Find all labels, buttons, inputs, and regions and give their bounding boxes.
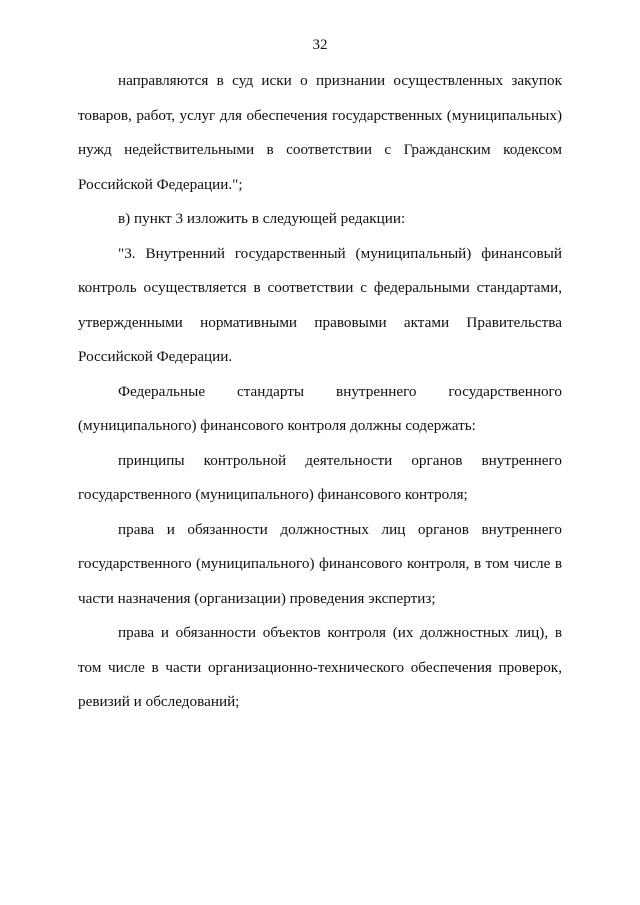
paragraph-5: принципы контрольной деятельности органов внутреннего государственного (муниципального) финансового контроля; (78, 451, 562, 503)
paragraph-4: Федеральные стандарты внутреннего государственного (муниципального) финансового контроля должны содержать: (78, 382, 562, 434)
paragraph-3: "3. Внутренний государственный (муниципальный) финансовый контроль осуществляется в соответствии с федеральными стандартами, утвержденными нормативными правовыми актами Правительства Российской Федерации. (78, 244, 562, 365)
page-number: 32 (312, 37, 328, 53)
document-body (78, 64, 562, 720)
paragraph-1: направляются в суд иски о признании осуществленных закупок товаров, работ, услуг для обеспечения государственных (муниципальных) нужд недействительными в соответствии с Гражданским кодексом Российской Федерации."; (78, 72, 562, 193)
paragraph-2: в) пункт 3 изложить в следующей редакции: (118, 210, 406, 227)
paragraph-6: права и обязанности должностных лиц органов внутреннего государственного (муниципального) финансового контроля, в том числе в части назначения (организации) проведения экспертиз; (78, 520, 562, 607)
paragraph-7: права и обязанности объектов контроля (их должностных лиц), в том числе в части организационно-технического обеспечения проверок, ревизий и обследований; (78, 624, 562, 710)
